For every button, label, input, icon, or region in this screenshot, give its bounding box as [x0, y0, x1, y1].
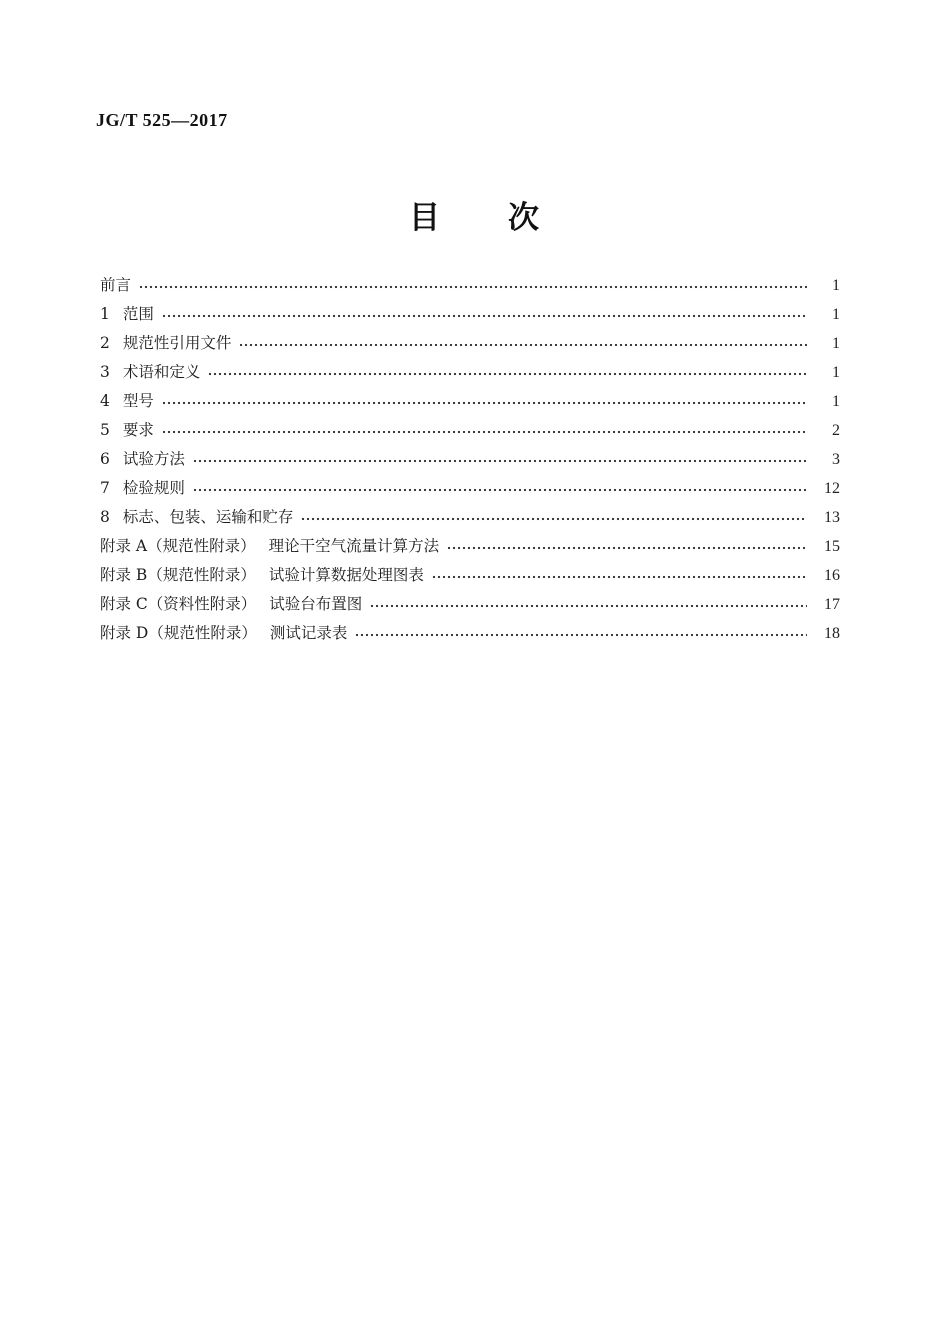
dot-leader — [162, 314, 807, 318]
toc-entry-title: 试验计算数据处理图表 — [268, 566, 424, 584]
toc-entry-title: 试验方法 — [122, 450, 185, 468]
toc-entry-title: 术语和定义 — [122, 363, 201, 381]
dot-leader — [162, 430, 807, 434]
toc-entry-number: 附录 A（规范性附录） — [100, 537, 256, 555]
toc-entry-page: 1 — [832, 393, 840, 410]
toc-entry-page: 2 — [832, 422, 840, 439]
dot-leader — [355, 633, 807, 637]
toc-entry-title: 前言 — [100, 276, 132, 294]
toc-entry-title: 理论干空气流量计算方法 — [268, 537, 440, 555]
toc-entry-number: 2 — [100, 334, 110, 352]
dot-leader — [447, 546, 807, 550]
dot-leader — [162, 401, 807, 405]
toc-entry-title: 检验规则 — [122, 479, 185, 497]
toc-entry-number: 5 — [100, 421, 110, 439]
toc-entry — [100, 619, 840, 648]
toc-entry — [100, 590, 840, 619]
toc-entry-title: 范围 — [122, 305, 154, 323]
toc-entry-number: 7 — [100, 479, 110, 497]
toc-entry-number: 附录 B（规范性附录） — [100, 566, 256, 584]
toc-entry-number: 4 — [100, 392, 110, 410]
toc-entry — [100, 445, 840, 474]
dot-leader — [370, 604, 807, 608]
dot-leader — [193, 459, 807, 463]
dot-leader — [139, 285, 807, 289]
toc-entry-page: 18 — [824, 625, 840, 642]
dot-leader — [301, 517, 807, 521]
toc-entry-number: 8 — [100, 508, 110, 526]
toc-entry — [100, 503, 840, 532]
toc-entry-title: 标志、包装、运输和贮存 — [122, 508, 294, 526]
toc-entry — [100, 387, 840, 416]
toc-entry-page: 16 — [824, 567, 840, 584]
toc-entry-title: 要求 — [122, 421, 154, 439]
standard-number: JG/T 525—2017 — [96, 110, 228, 130]
toc-entry-page: 1 — [832, 335, 840, 352]
toc-entry — [100, 271, 840, 300]
toc-entry-page: 17 — [824, 596, 840, 613]
toc-entry — [100, 474, 840, 503]
toc-entry-page: 3 — [832, 451, 840, 468]
table-of-contents — [100, 271, 840, 648]
toc-entry — [100, 416, 840, 445]
toc-entry-number: 1 — [100, 305, 110, 323]
toc-entry — [100, 329, 840, 358]
toc-entry — [100, 358, 840, 387]
toc-entry-page: 12 — [824, 480, 840, 497]
toc-entry-page: 13 — [824, 509, 840, 526]
toc-entry-title: 型号 — [122, 392, 154, 410]
toc-entry-page: 1 — [832, 364, 840, 381]
toc-entry-number: 附录 C（资料性附录） — [100, 595, 257, 613]
dot-leader — [193, 488, 807, 492]
toc-entry-page: 15 — [824, 538, 840, 555]
toc-entry — [100, 300, 840, 329]
toc-entry-number: 6 — [100, 450, 110, 468]
toc-entry-title: 试验台布置图 — [269, 595, 363, 613]
toc-entry — [100, 532, 840, 561]
dot-leader — [208, 372, 807, 376]
toc-entry-page: 1 — [832, 277, 840, 294]
toc-entry-page: 1 — [832, 306, 840, 323]
page-title: 目 次 — [409, 200, 541, 236]
toc-entry-title: 测试记录表 — [269, 624, 348, 642]
toc-entry-number: 3 — [100, 363, 110, 381]
dot-leader — [239, 343, 807, 347]
toc-entry — [100, 561, 840, 590]
toc-entry-number: 附录 D（规范性附录） — [100, 624, 257, 642]
toc-entry-title: 规范性引用文件 — [122, 334, 232, 352]
dot-leader — [432, 575, 807, 579]
